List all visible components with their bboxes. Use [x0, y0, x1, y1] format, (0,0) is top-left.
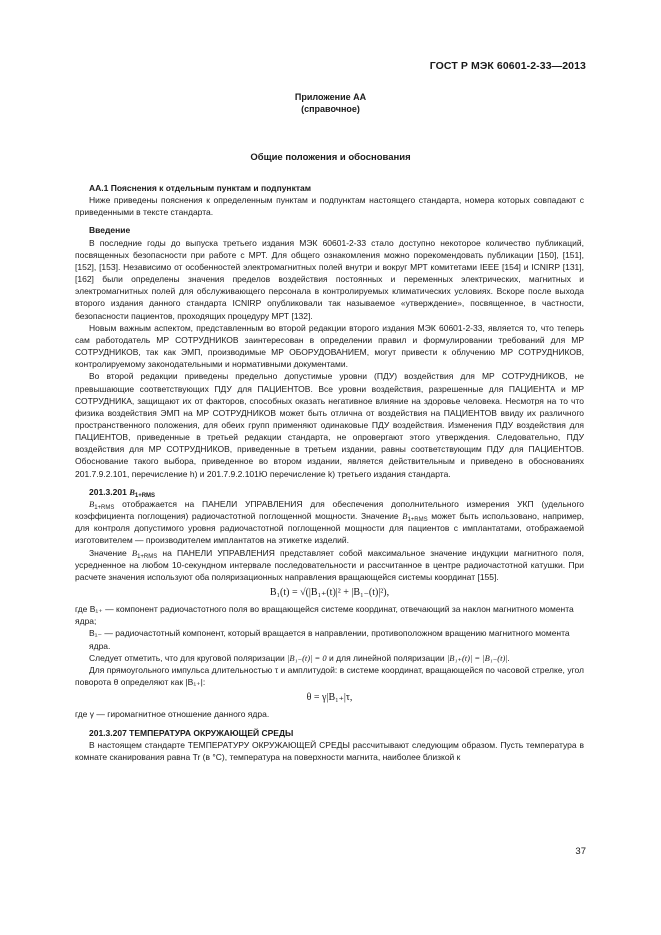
s201-3-201-paragraph-1: $B_{1+RMS}$ отображается на ПАНЕЛИ УПРАВЛЕНИЯ для обеспечения дополнительного измерения УКП (удельного коэффициента поглощения) радиочастотной поглощенной мощности. Значение $B_{1+RMS}$ может быть использовано, например, для контроля допустимого уровня радиочастотной поглощенной мощности для пациентов с имплантатами, отображаемой изготовителем — производителем имплантатов на этикетке изделий.	[75, 498, 584, 546]
s201-3-207-paragraph-1: В настоящем стандарте ТЕМПЕРАТУРУ ОКРУЖАЮЩЕЙ СРЕДЫ рассчитывают следующим образом. Пусть температура в комнате сканирования равна Tr (в °C), температура на поверхности магнита, наиболее близкой к	[75, 739, 584, 762]
s201-3-201-paragraph-2: Значение $B_{1+RMS}$ на ПАНЕЛИ УПРАВЛЕНИЯ представляет собой максимальное значение индукции магнитного поля, усредненное на любом 10-секундном интервале последовательности и рассчитанное в центре радиочастотной катушки. При расчете значения используют оба поляризационных направления вращающейся системы координат [155].	[75, 547, 584, 582]
appendix-title: Приложение АА	[294, 92, 367, 102]
intro-paragraph-1: В последние годы до выпуска третьего издания МЭК 60601-2-33 стало доступно некоторое количество публикаций, посвященных безопасности при работе с МРТ. Для общего ознакомления можно порекомендовать публикации [150], [151], [152], [153]. Независимо от особенностей электромагнитных полей внутри и вокруг МРТ комитетами IEEE [154] и ICNIRP [131], [162] были определены значения пределов воздействия постоянных и переменных электрических, магнитных и электромагнитных полей для обслуживающего персонала в контролируемых климатических условиях. Вскоре после выхода второго издания данного стандарта ICNIRP опубликовали так называемое «утверждение», посвященное, в частности, безопасности пациентов, проходящих процедуру МРТ [132].	[75, 237, 584, 321]
s201-3-201-paragraph-4: Для прямоугольного импульса длительностью τ и амплитудой: в системе координат, вращающейся по часовой стрелке, угол поворота θ определяют как |B₁₊|:	[75, 664, 584, 688]
standard-number: ГОСТ Р МЭК 60601-2-33—2013	[429, 60, 586, 72]
page-number: 37	[575, 846, 586, 857]
section-title: Общие положения и обоснования	[250, 152, 411, 163]
where-b1-plus: где B₁₊ — компонент радиочастотного поля во вращающейся системе координат, отвечающий за наклон магнитного момента ядра;	[75, 604, 574, 627]
s201-3-207-heading: 201.3.207 ТЕМПЕРАТУРА ОКРУЖАЮЩЕЙ СРЕДЫ	[89, 727, 294, 738]
where-gamma: где γ — гиромагнитное отношение данного ядра.	[75, 709, 270, 720]
s201-3-201-paragraph-3: Следует отметить, что для круговой поляризации |B₁₋(t)| = 0 и для линейной поляризации |B₁₊(t)| = |B₁₋(t)|.	[89, 652, 510, 663]
formula-b1: B₁(t) = √(|B₁₊(t)|² + |B₁₋(t)|²),	[269, 587, 390, 598]
appendix-subtitle: (справочное)	[301, 104, 360, 114]
intro-paragraph-2: Новым важным аспектом, представленным во второй редакции второго издания МЭК 60601-2-33, является то, что теперь сам работодатель МР СОТРУДНИКОВ заинтересован в определении правил и формулировании требований для МР СОТРУДНИКОВ, так как ЭМП, производимые МР ОБОРУДОВАНИЕМ, могут привести к облучению МР СОТРУДНИКОВ, контролируемому законодательными и нормативными документами.	[75, 322, 584, 370]
intro-paragraph-3: Во второй редакции приведены предельно допустимые уровни (ПДУ) воздействия для МР СОТРУДНИКОВ, не превышающие соответствующих ПДУ для ПАЦИЕНТОВ. Все уровни воздействия, разрешенные для ПАЦИЕНТА и МР СОТРУДНИКА, защищают их от факторов, способных оказать негативное влияние на здоровье человека. Несмотря на то что физика воздействия ЭМП на МР СОТРУДНИКОВ может быть отлична от воздействия на ПАЦИЕНТОВ ввиду их различного пространственного положения, для обеих групп применяют одинаковые ПДУ воздействия. Изменения ПДУ воздействия для ПАЦИЕНТОВ, приведенные в третьей редакции стандарта, не опровергают этого утверждения. Следовательно, ПДУ воздействия для МР СОТРУДНИКОВ, приведенные в третьем издании, равны соответствующим ПДУ для ПАЦИЕНТОВ. Обоснование такого выбора, приведенное во втором издании, является действительным и приведено в обоснованиях 201.7.9.2.101, перечисление h) и 201.7.9.2.101Ю перечисление k) третьего издания стандарта.	[75, 371, 584, 479]
aa1-intro: Ниже приведены пояснения к определенным пунктам и подпунктам настоящего стандарта, номера которых совпадают с приведенными в тексте стандарта.	[75, 195, 584, 218]
aa1-heading: АА.1 Пояснения к отдельным пунктам и подпунктам	[89, 183, 311, 193]
intro-heading: Введение	[89, 225, 131, 236]
where-b1-minus: B₁₋ — радиочастотный компонент, который вращается в направлении, противоположном вращению магнитного момента ядра.	[89, 628, 570, 651]
body-text	[75, 182, 584, 763]
formula-theta: θ = γ|B₁₊|τ,	[306, 692, 353, 704]
s201-3-201-heading: 201.3.201 $B_{1+RMS}$	[89, 486, 156, 499]
